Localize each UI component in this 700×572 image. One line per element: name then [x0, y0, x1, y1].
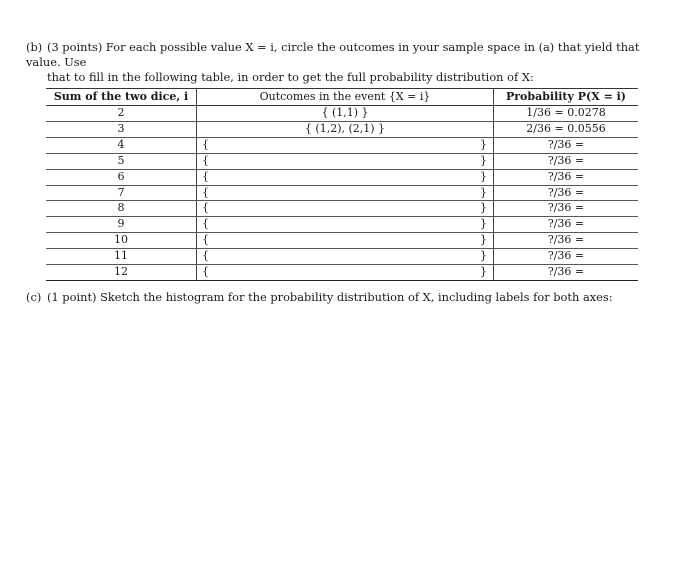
- header-outcomes: Outcomes in the event {X = i}: [197, 89, 494, 106]
- open-brace: {: [202, 201, 209, 215]
- cell-sum: 2: [46, 106, 197, 122]
- cell-sum: 5: [46, 153, 197, 169]
- part-b-line-2: that to fill in the following table, in order to get the full probability distribution of X:: [47, 70, 534, 84]
- cell-outcomes-blank: [197, 153, 494, 169]
- cell-outcomes-blank: [197, 265, 494, 281]
- cell-outcomes-blank: [197, 137, 494, 153]
- cell-outcomes: { (1,1) }: [197, 106, 494, 122]
- table-row: [46, 201, 638, 217]
- cell-sum: 6: [46, 169, 197, 185]
- table-row: [46, 169, 638, 185]
- table-row: [46, 233, 638, 249]
- header-sum: Sum of the two dice, i: [46, 89, 197, 106]
- open-brace: {: [202, 217, 209, 231]
- cell-outcomes-blank: [197, 233, 494, 249]
- open-brace: {: [202, 185, 209, 199]
- cell-outcomes-blank: [197, 169, 494, 185]
- cell-sum: 9: [46, 217, 197, 233]
- cell-outcomes-blank: [197, 185, 494, 201]
- cell-probability: ?/36 =: [494, 249, 639, 265]
- table-row: [46, 217, 638, 233]
- cell-sum: 11: [46, 249, 197, 265]
- close-brace: }: [480, 169, 487, 183]
- question-part-c: [26, 290, 676, 305]
- cell-probability: ?/36 =: [494, 233, 639, 249]
- table-row: [46, 249, 638, 265]
- table-row: [46, 106, 638, 122]
- cell-probability: ?/36 =: [494, 201, 639, 217]
- open-brace: {: [202, 249, 209, 263]
- open-brace: {: [202, 233, 209, 247]
- cell-probability: ?/36 =: [494, 265, 639, 281]
- cell-probability: ?/36 =: [494, 137, 639, 153]
- part-c-text: (1 point) Sketch the histogram for the probability distribution of X, including labels for both axes:: [47, 290, 613, 304]
- close-brace: }: [480, 233, 487, 247]
- table-row: [46, 185, 638, 201]
- close-brace: }: [480, 201, 487, 215]
- close-brace: }: [480, 217, 487, 231]
- probability-distribution-table: [46, 88, 638, 281]
- cell-probability: ?/36 =: [494, 169, 639, 185]
- close-brace: }: [480, 153, 487, 167]
- close-brace: }: [480, 137, 487, 151]
- table-row: [46, 265, 638, 281]
- part-b-line-1: (3 points) For each possible value X = i, circle the outcomes in your sample space in (a) that yield that value. Use: [26, 40, 640, 69]
- cell-outcomes-blank: [197, 201, 494, 217]
- close-brace: }: [480, 265, 487, 279]
- header-probability: Probability P(X = i): [494, 89, 639, 106]
- table-body: [46, 106, 638, 281]
- cell-sum: 10: [46, 233, 197, 249]
- open-brace: {: [202, 265, 209, 279]
- cell-sum: 7: [46, 185, 197, 201]
- cell-probability: 2/36 = 0.0556: [494, 121, 639, 137]
- table-header-row: [46, 89, 638, 106]
- cell-probability: 1/36 = 0.0278: [494, 106, 639, 122]
- cell-outcomes: { (1,2), (2,1) }: [197, 121, 494, 137]
- cell-probability: ?/36 =: [494, 153, 639, 169]
- table-row: [46, 121, 638, 137]
- close-brace: }: [480, 249, 487, 263]
- cell-probability: ?/36 =: [494, 217, 639, 233]
- table-row: [46, 153, 638, 169]
- open-brace: {: [202, 169, 209, 183]
- cell-outcomes-blank: [197, 249, 494, 265]
- cell-sum: 8: [46, 201, 197, 217]
- table-row: [46, 137, 638, 153]
- close-brace: }: [480, 185, 487, 199]
- open-brace: {: [202, 153, 209, 167]
- cell-sum: 12: [46, 265, 197, 281]
- cell-sum: 3: [46, 121, 197, 137]
- question-part-b: [26, 40, 676, 85]
- open-brace: {: [202, 137, 209, 151]
- part-b-label: (b): [26, 40, 43, 54]
- cell-probability: ?/36 =: [494, 185, 639, 201]
- part-c-label: (c): [26, 290, 42, 304]
- cell-sum: 4: [46, 137, 197, 153]
- cell-outcomes-blank: [197, 217, 494, 233]
